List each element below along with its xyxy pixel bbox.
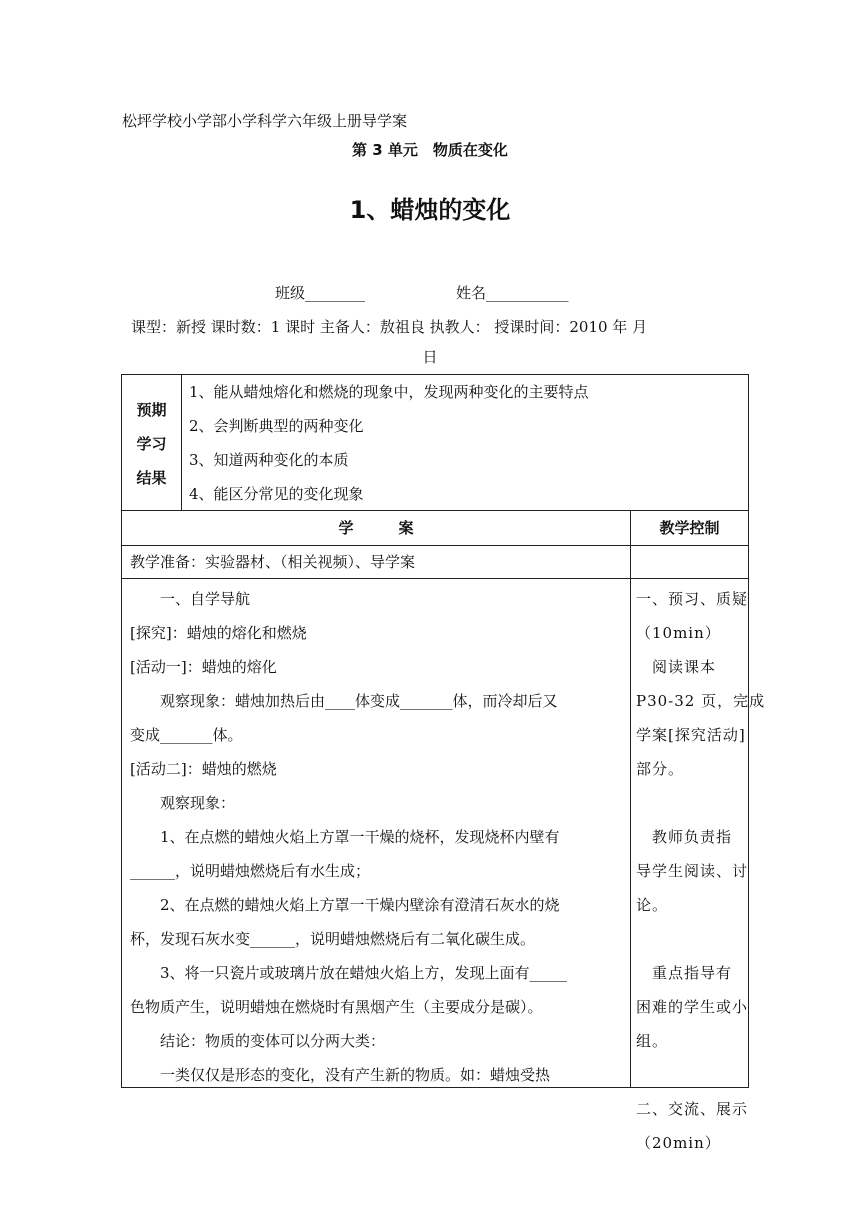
plan-body (130, 582, 567, 1092)
plan-header: 学 案 (338, 519, 414, 537)
class-field: 班级________ (275, 284, 366, 302)
objectives-label-line: 结果 (136, 469, 167, 487)
name-field: 姓名___________ (456, 284, 569, 302)
control-line: 论。 (636, 896, 669, 914)
plan-line: 观察现象：蜡烛加热后由____体变成_______体，而冷却后又 (130, 692, 558, 710)
control-line: 阅读课本 (636, 658, 717, 676)
prep-text: 教学准备：实验器材、（相关视频）、导学案 (130, 553, 416, 571)
control-line: 组。 (636, 1032, 669, 1050)
control-line: 教师负责指 (636, 828, 733, 846)
plan-line: ______，说明蜡烛燃烧后有水生成； (130, 862, 371, 880)
plan-line: 一、自学导航 (130, 590, 251, 608)
control-line: 导学生阅读、讨 (636, 862, 749, 880)
plan-line: [探究]：蜡烛的熔化和燃烧 (130, 624, 307, 642)
objective-item: 3、知道两种变化的本质 (189, 451, 349, 469)
control-line: 二、交流、展示 (636, 1100, 749, 1118)
unit-heading: 第 3 单元 物质在变化 (352, 141, 508, 159)
objective-item: 1、能从蜡烛熔化和燃烧的现象中，发现两种变化的主要特点 (189, 383, 589, 401)
plan-line: [活动二]：蜡烛的燃烧 (130, 760, 277, 778)
objectives-label-line: 预期 (136, 401, 167, 419)
control-header: 教学控制 (659, 519, 720, 537)
control-line: 学案[探究活动] (636, 726, 746, 744)
objectives-list (189, 375, 589, 511)
control-line (636, 1058, 765, 1092)
control-line (636, 786, 765, 820)
plan-line: 杯，发现石灰水变______，说明蜡烛燃烧后有二氧化碳生成。 (130, 930, 536, 948)
objectives-label-line: 学习 (136, 435, 167, 453)
objectives-label (122, 393, 181, 495)
plan-line: 色物质产生，说明蜡烛在燃烧时有黑烟产生（主要成分是碳）。 (130, 998, 543, 1016)
plan-line: 观察现象： (130, 794, 236, 812)
plan-line: 一类仅仅是形态的变化，没有产生新的物质。如：蜡烛受热 (130, 1066, 551, 1084)
lesson-meta-date: 日 (422, 348, 438, 366)
lesson-title: 1、蜡烛的变化 (349, 196, 511, 224)
control-line: 重点指导有 (636, 964, 733, 982)
school-line: 松坪学校小学部小学科学六年级上册导学案 (122, 112, 408, 130)
plan-line: 变成_______体。 (130, 726, 243, 744)
control-line: P30-32 页，完成 (636, 692, 766, 710)
plan-line: 3、将一只瓷片或玻璃片放在蜡烛火焰上方，发现上面有_____ (130, 964, 568, 982)
lesson-meta: 课型：新授 课时数：1 课时 主备人：敖祖良 执教人： 授课时间：2010 年 月 (131, 318, 648, 336)
control-line: 困难的学生或小 (636, 998, 749, 1016)
plan-line: 结论：物质的变体可以分两大类： (130, 1032, 386, 1050)
plan-line: [活动一]：蜡烛的熔化 (130, 658, 277, 676)
control-line: （10min） (636, 624, 721, 642)
objective-item: 2、会判断典型的两种变化 (189, 417, 364, 435)
control-line: （20min） (636, 1134, 721, 1152)
plan-line: 2、在点燃的蜡烛火焰上方罩一干燥内壁涂有澄清石灰水的烧 (130, 896, 560, 914)
objective-item: 4、能区分常见的变化现象 (189, 485, 364, 503)
control-body (636, 582, 765, 1160)
plan-line: 1、在点燃的蜡烛火焰上方罩一干燥的烧杯，发现烧杯内壁有 (130, 828, 560, 846)
control-line (636, 922, 765, 956)
control-line: 一、预习、质疑 (636, 590, 749, 608)
control-line: 部分。 (636, 760, 685, 778)
